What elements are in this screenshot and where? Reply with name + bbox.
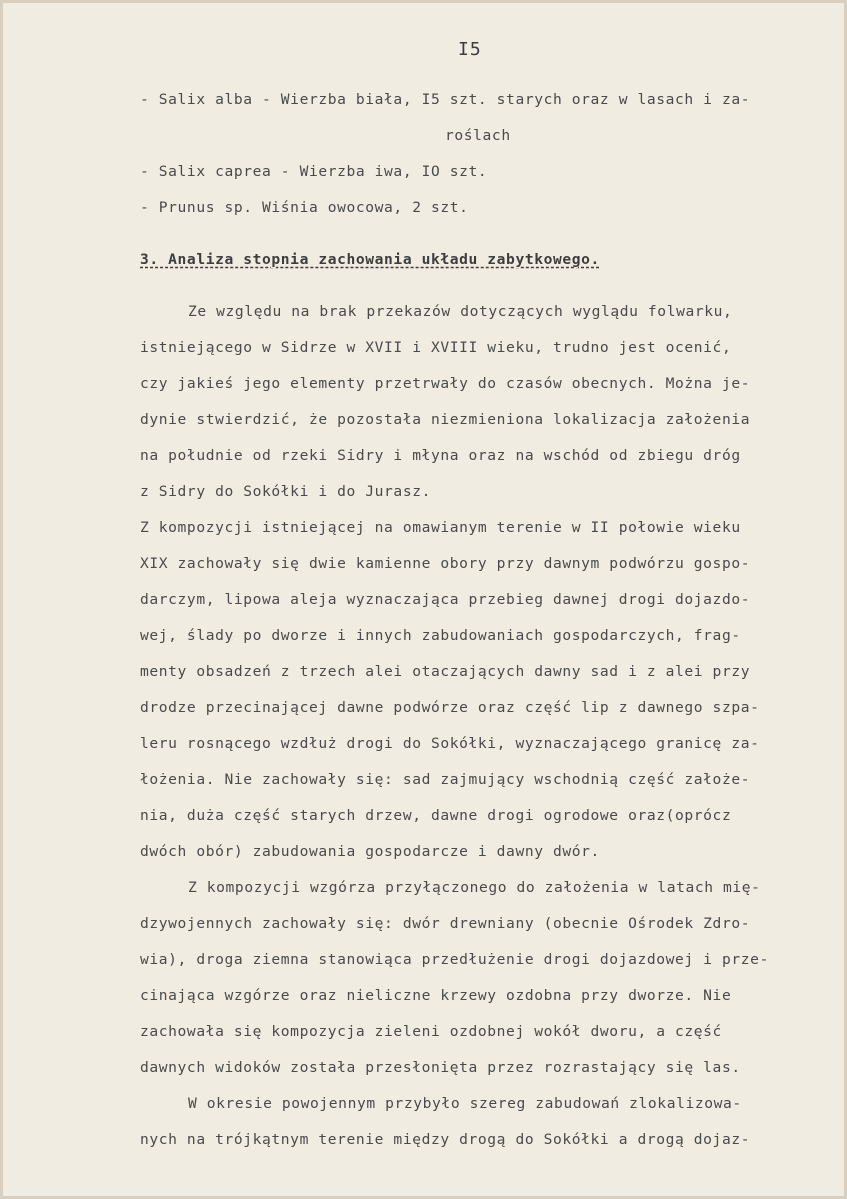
body-line: wej, ślady po dworze i innych zabudowaniach gospodarczych, frag- <box>140 627 741 644</box>
body-line: drodze przecinającej dawne podwórze oraz część lip z dawnego szpa- <box>140 699 760 716</box>
body-line: W okresie powojennym przybyło szereg zabudowań zlokalizowa- <box>188 1095 742 1112</box>
body-line: zachowała się kompozycja zieleni ozdobnej wokół dworu, a część <box>140 1023 722 1040</box>
body-line: XIX zachowały się dwie kamienne obory przy dawnym podwórzu gospo- <box>140 555 751 572</box>
body-line: darczym, lipowa aleja wyznaczająca przebieg dawnej drogi dojazdo- <box>140 591 751 608</box>
body-line: Z kompozycji wzgórza przyłączonego do założenia w latach mię- <box>188 879 761 896</box>
body-line: dzywojennych zachowały się: dwór drewniany (obecnie Ośrodek Zdro- <box>140 915 751 932</box>
species-line: roślach <box>445 127 511 144</box>
body-line: dwóch obór) zabudowania gospodarcze i dawny dwór. <box>140 843 600 860</box>
body-line: dawnych widoków została przesłonięta przez rozrastający się las. <box>140 1059 741 1076</box>
body-line: z Sidry do Sokółki i do Jurasz. <box>140 483 431 500</box>
body-line: Z kompozycji istniejącej na omawianym terenie w II połowie wieku <box>140 519 741 536</box>
body-line: istniejącego w Sidrze w XVII i XVIII wieku, trudno jest ocenić, <box>140 339 732 356</box>
body-line: nych na trójkątnym terenie między drogą do Sokółki a drogą dojaz- <box>140 1131 751 1148</box>
page-number: I5 <box>458 39 482 60</box>
body-line: łożenia. Nie zachowały się: sad zajmujący wschodnią część założe- <box>140 771 751 788</box>
species-line: - Prunus sp. Wiśnia owocowa, 2 szt. <box>140 199 469 216</box>
section-heading: 3. Analiza stopnia zachowania układu zabytkowego. <box>140 251 600 268</box>
body-line: nia, duża część starych drzew, dawne drogi ogrodowe oraz(oprócz <box>140 807 732 824</box>
body-line: leru rosnącego wzdłuż drogi do Sokółki, wyznaczającego granicę za- <box>140 735 760 752</box>
body-line: czy jakieś jego elementy przetrwały do czasów obecnych. Można je- <box>140 375 751 392</box>
body-line: dynie stwierdzić, że pozostała niezmieniona lokalizacja założenia <box>140 411 751 428</box>
species-line: - Salix caprea - Wierzba iwa, IO szt. <box>140 163 488 180</box>
body-line: cinająca wzgórze oraz nieliczne krzewy ozdobna przy dworze. Nie <box>140 987 732 1004</box>
body-line: Ze względu na brak przekazów dotyczących wyglądu folwarku, <box>188 303 733 320</box>
body-line: na południe od rzeki Sidry i młyna oraz na wschód od zbiegu dróg <box>140 447 741 464</box>
body-line: wia), droga ziemna stanowiąca przedłużenie drogi dojazdowej i prze- <box>140 951 769 968</box>
species-line: - Salix alba - Wierzba biała, I5 szt. starych oraz w lasach i za- <box>140 91 751 108</box>
body-line: menty obsadzeń z trzech alei otaczających dawny sad i z alei przy <box>140 663 751 680</box>
